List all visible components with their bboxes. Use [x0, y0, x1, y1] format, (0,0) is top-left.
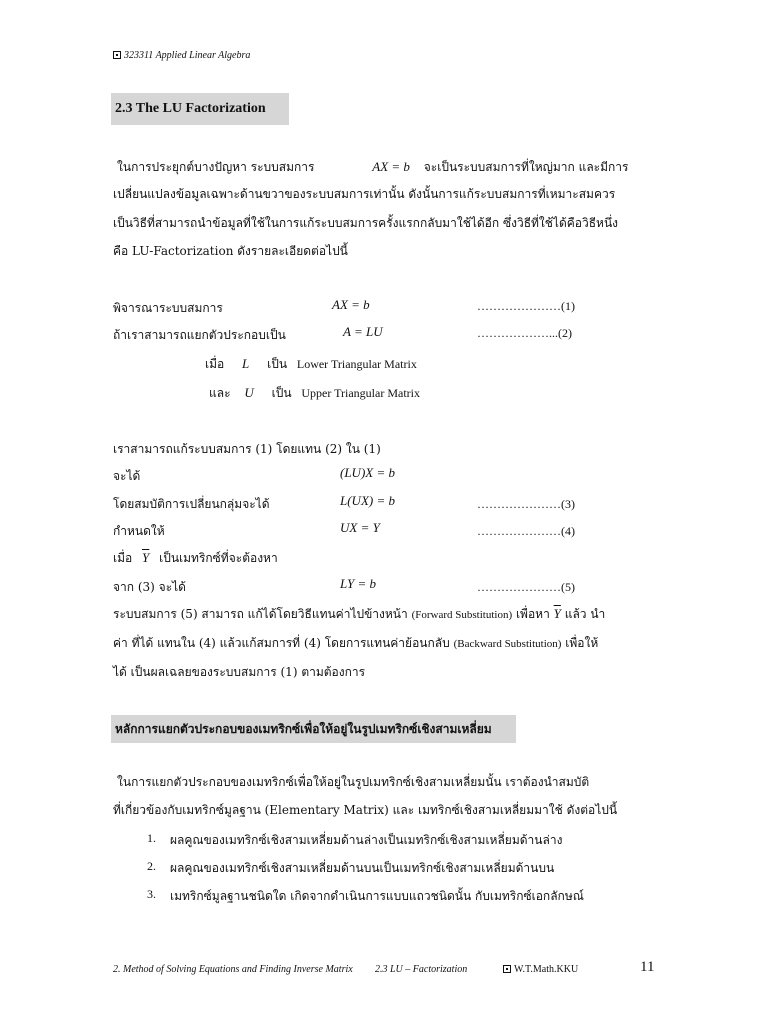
- solve-equation-2: (LU)X = b: [340, 465, 395, 480]
- list-item: ผลคูณของเมทริกซ์เชิงสามเหลี่ยมด้านบนเป็นเมทริกซ์เชิงสามเหลี่ยมด้านบน: [170, 861, 555, 875]
- intro-line-3: เป็นวิธีที่สามารถนำข้อมูลที่ใช้ในการแก้ระบบสมการครั้งแรกกลับมาใช้ได้อีก ซึ่งวิธีที่ใช้ได้คือวิธีหนึ่ง: [113, 216, 619, 230]
- list-item-number: 2.: [147, 859, 156, 873]
- logo-icon: [113, 51, 121, 59]
- intro-line-4: คือ LU-Factorization ดังรายละเอียดต่อไปนี้: [113, 244, 348, 258]
- setup-label-1: พิจารณาระบบสมการ: [113, 301, 223, 315]
- solve-label-2: จะได้: [113, 469, 141, 483]
- principle-line-2: ที่เกี่ยวข้องกับเมทริกซ์มูลฐาน (Elementary Matrix) และ เมทริกซ์เชิงสามเหลี่ยมมาใช้ ดังต่อไปนี้: [113, 803, 618, 817]
- equation-ax-b: AX = b: [372, 159, 410, 174]
- setup-equation-1: AX = b: [332, 297, 370, 312]
- setup-equation-2: A = LU: [343, 324, 383, 339]
- solve-line-8: ค่า ที่ได้ แทนใน (4) แล้วแก้สมการที่ (4) โดยการแทนค่าย้อนกลับ (Backward Substitution) เพื่อให้: [113, 636, 599, 650]
- logo-icon: [503, 965, 511, 973]
- page-number: 11: [640, 959, 655, 975]
- solve-label-3: โดยสมบัติการเปลี่ยนกลุ่มจะได้: [113, 497, 270, 511]
- lower-def-row: เมื่อ L เป็น Lower Triangular Matrix: [205, 356, 417, 371]
- equation-ref-4: …………………(4): [477, 524, 575, 538]
- list-item: เมทริกซ์มูลฐานชนิดใด เกิดจากดำเนินการแบบแถวชนิดนั้น กับเมทริกซ์เอกลักษณ์: [170, 889, 584, 903]
- footer-chapter: 2. Method of Solving Equations and Finding Inverse Matrix: [113, 964, 353, 975]
- setup-label-2: ถ้าเราสามารถแยกตัวประกอบเป็น: [113, 328, 286, 342]
- solve-line-5: เมื่อ $\overline{Y}$ เป็นเมทริกซ์ที่จะต้องหา: [113, 550, 278, 565]
- solve-equation-4: UX = Y: [340, 520, 380, 535]
- footer-section: 2.3 LU – Factorization: [375, 964, 468, 975]
- principle-heading: หลักการแยกตัวประกอบของเมทริกซ์เพื่อให้อยู่ในรูปเมทริกซ์เชิงสามเหลี่ยม: [111, 715, 516, 743]
- solve-equation-6: LY = b: [340, 576, 376, 591]
- section-title: 2.3 The LU Factorization: [111, 93, 289, 125]
- upper-def-row: และ U เป็น Upper Triangular Matrix: [209, 385, 420, 400]
- footer-author: W.T.Math.KKU: [503, 964, 578, 975]
- list-item: ผลคูณของเมทริกซ์เชิงสามเหลี่ยมด้านล่างเป็นเมทริกซ์เชิงสามเหลี่ยมด้านล่าง: [170, 833, 563, 847]
- solve-line-7: ระบบสมการ (5) สามารถ แก้ได้โดยวิธีแทนค่าไปข้างหน้า (Forward Substitution) เพื่อหา $\overline{Y}$ แล้ว นำ: [113, 606, 606, 621]
- principle-line-1: ในการแยกตัวประกอบของเมทริกซ์เพื่อให้อยู่ในรูปเมทริกซ์เชิงสามเหลี่ยมนั้น เราต้องนำสมบัติ: [117, 775, 590, 789]
- solve-label-4: กำหนดให้: [113, 524, 165, 538]
- course-title: 323311 Applied Linear Algebra: [124, 50, 251, 61]
- intro-line-1: ในการประยุกต์บางปัญหา ระบบสมการ AX = b จะเป็นระบบสมการที่ใหญ่มาก และมีการ: [117, 159, 629, 174]
- intro-line-2: เปลี่ยนแปลงข้อมูลเฉพาะด้านขวาของระบบสมการเท่านั้น ดังนั้นการแก้ระบบสมการที่เหมาะสมควร: [113, 187, 616, 201]
- solve-line-1: เราสามารถแก้ระบบสมการ (1) โดยแทน (2) ใน (1): [113, 442, 381, 456]
- equation-ref-2: ………………...(2): [477, 326, 572, 340]
- equation-ref-5: …………………(5): [477, 580, 575, 594]
- equation-ref-3: …………………(3): [477, 497, 575, 511]
- list-item-number: 1.: [147, 831, 156, 845]
- solve-label-6: จาก (3) จะได้: [113, 580, 186, 594]
- running-header: [113, 50, 250, 61]
- solve-line-9: ได้ เป็นผลเฉลยของระบบสมการ (1) ตามต้องการ: [113, 665, 366, 679]
- solve-equation-3: L(UX) = b: [340, 493, 395, 508]
- equation-ref-1: …………………(1): [477, 299, 575, 313]
- list-item-number: 3.: [147, 887, 156, 901]
